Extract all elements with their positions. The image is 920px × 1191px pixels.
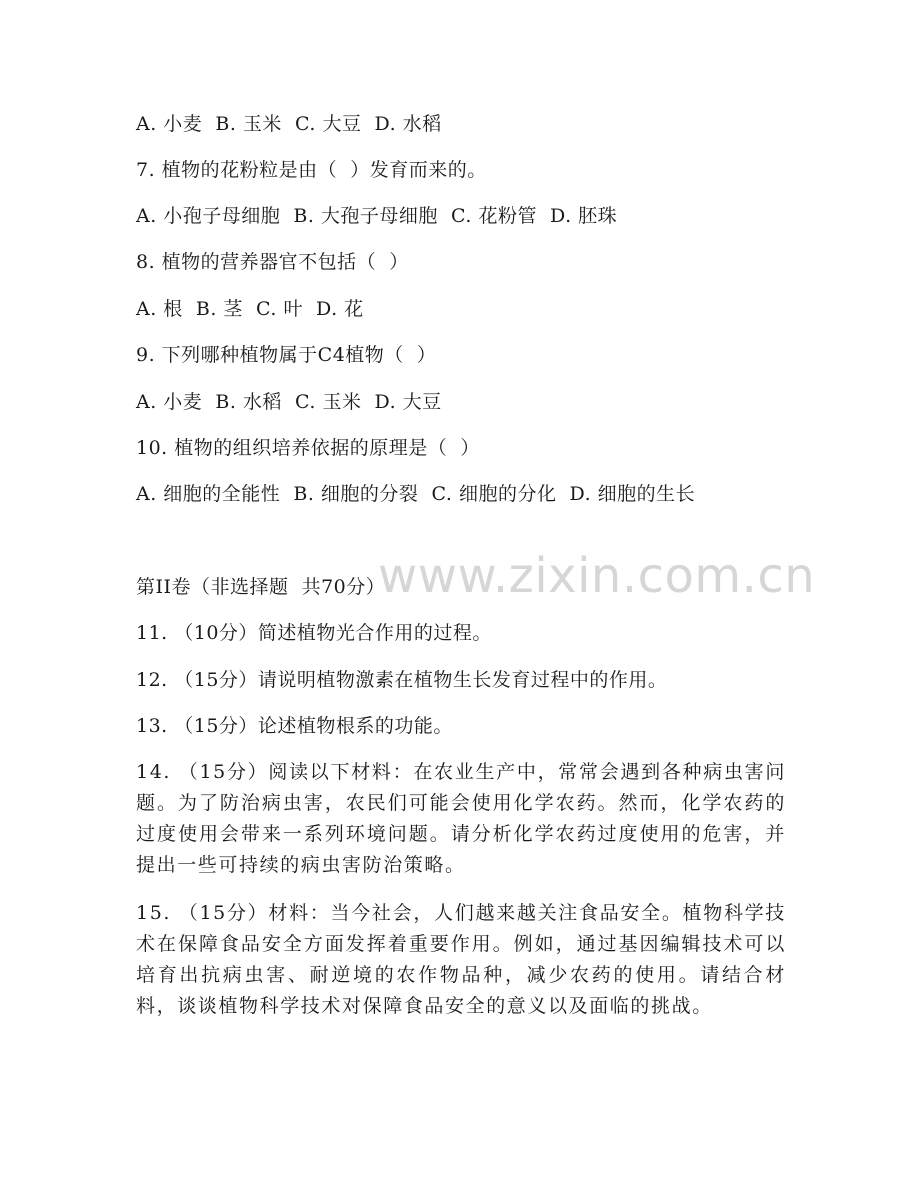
q6-options: A. 小麦 B. 玉米 C. 大豆 D. 水稻 xyxy=(136,113,442,135)
section-title: 第II卷（非选择题 共70分） xyxy=(136,576,386,598)
q15-question: 15. （15分）材料：当今社会，人们越来越关注食品安全。植物科学技术在保障食品安全方面发挥着重要作用。例如，通过基因编辑技术可以培育出抗病虫害、耐逆境的农作物品种，减少农药的使用。请结合材料，谈谈植物科学技术对保障食品安全的意义以及面临的挑战。 xyxy=(136,902,786,1017)
q14-question: 14. （15分）阅读以下材料：在农业生产中，常常会遇到各种病虫害问题。为了防治病虫害，农民们可能会使用化学农药。然而，化学农药的过度使用会带来一系列环境问题。请分析化学农药过度使用的危害，并提出一些可持续的病虫害防治策略。 xyxy=(136,761,786,876)
q11-question: 11. （10分）简述植物光合作用的过程。 xyxy=(136,622,492,644)
q8-options: A. 根 B. 茎 C. 叶 D. 花 xyxy=(136,298,364,320)
watermark: www.zixin.com.cn xyxy=(378,548,816,604)
q7-options: A. 小孢子母细胞 B. 大孢子母细胞 C. 花粉管 D. 胚珠 xyxy=(136,205,618,227)
q12-question: 12. （15分）请说明植物激素在植物生长发育过程中的作用。 xyxy=(136,669,668,691)
q9-options: A. 小麦 B. 水稻 C. 玉米 D. 大豆 xyxy=(136,391,442,413)
q7-question: 7. 植物的花粉粒是由（ ）发育而来的。 xyxy=(136,159,487,181)
q13-question: 13. （15分）论述植物根系的功能。 xyxy=(136,715,453,737)
q9-question: 9. 下列哪种植物属于C4植物（ ） xyxy=(136,344,437,366)
q10-question: 10. 植物的组织培养依据的原理是（ ） xyxy=(136,437,480,459)
q8-question: 8. 植物的营养器官不包括（ ） xyxy=(136,251,409,273)
q10-options: A. 细胞的全能性 B. 细胞的分裂 C. 细胞的分化 D. 细胞的生长 xyxy=(136,483,696,505)
